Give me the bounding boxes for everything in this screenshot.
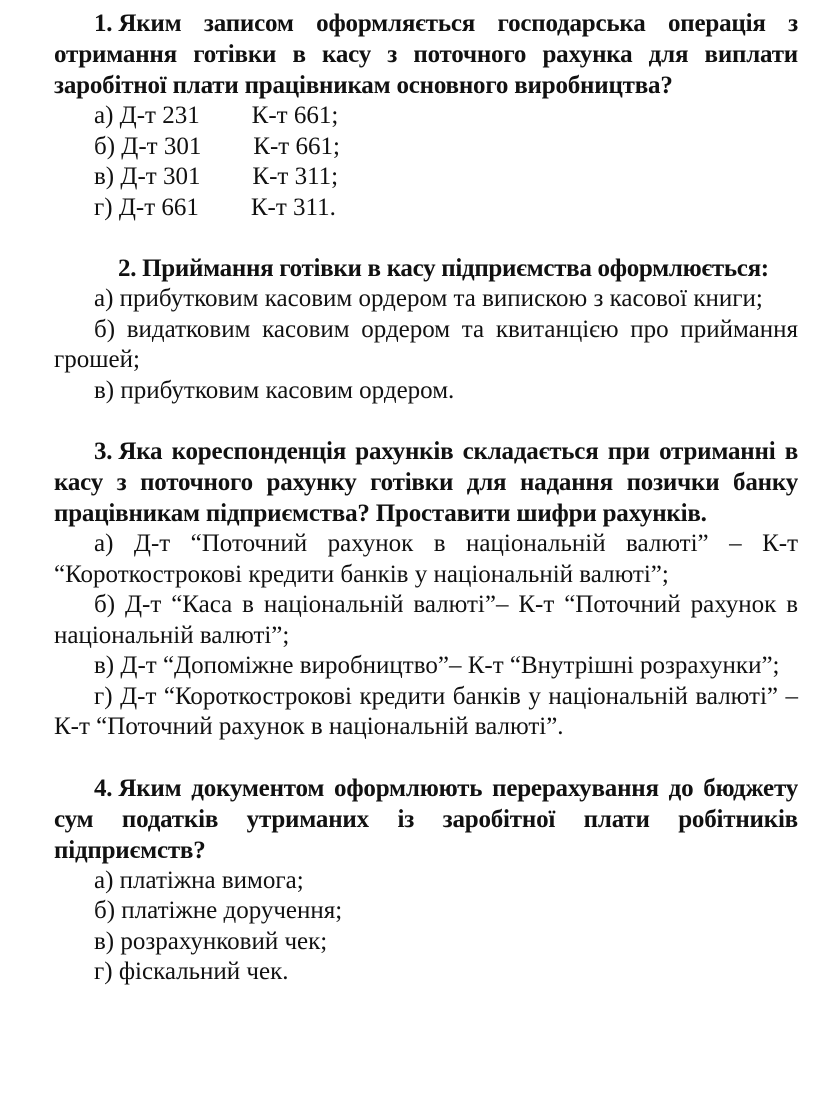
answer-option [54,162,798,193]
question-number: 4. [94,774,113,802]
answer-letter: а) [94,285,114,312]
answer-letter: в) [94,163,115,190]
answer-text: платіжне доручення; [121,897,343,924]
question-number: 3. [94,438,113,465]
answer-letter: б) [94,315,116,343]
question-2-text [54,253,798,284]
question-block-1 [54,8,798,223]
answer-text: платіжна вимога; [119,866,304,894]
credit-entry: К-т 661; [251,102,339,129]
answer-option [54,132,798,163]
answer-text: Д-т “Допоміжне виробництво”– К-т “Внутрішні розрахунки”; [120,652,780,679]
answer-text: видатковим касовим ордером та квитанцією про приймання грошей; [54,315,799,373]
answer-text: Д-т “Поточний рахунок в національній валюті” – К-т “Короткострокові кредити банків у національній валюті”; [54,530,798,588]
question-body: Приймання готівки в касу підприємства оформлюється: [142,255,769,282]
answer-text: Д-т “Каса в національній валюті”– К-т “Поточний рахунок в національній валюті”; [54,591,798,649]
question-block-2 [54,253,798,406]
question-number: 1. [94,10,113,37]
question-block-4 [54,773,798,988]
answer-option [54,376,798,407]
answer-option [54,927,798,958]
question-1-text [54,8,798,101]
answer-option [54,590,798,651]
answer-option [54,896,798,927]
answer-option [54,651,798,682]
credit-entry: К-т 661; [253,132,340,160]
answer-option [54,529,798,590]
question-body: Яка кореспонденція рахунків складається при отриманні в касу з поточного рахунку готівки для надання позички банку працівникам підприємства? Проставити шифри рахунків. [54,438,798,527]
answer-letter: б) [94,132,116,160]
credit-entry: К-т 311; [252,163,339,190]
answer-text: Д-т “Короткострокові кредити банків у національній валюті” – К-т “Поточний рахунок в національній валюті”. [54,682,798,740]
question-block-3 [54,436,798,743]
answer-letter: г) [94,958,113,985]
document-page [54,8,798,1018]
answer-letter: в) [94,652,115,679]
answer-option [54,101,798,132]
question-number: 2. [118,255,137,282]
answer-text: розрахунковий чек; [120,927,328,955]
answer-text: фіскальний чек. [118,958,289,985]
answer-letter: в) [94,927,115,955]
debit-entry: Д-т 301 [121,132,202,160]
question-3-text [54,436,798,529]
answer-letter: г) [94,682,113,710]
question-body: Яким записом оформляється господарська операція з отримання готівки в касу з поточного рахунка для виплати заробітної плати працівникам основного виробництва? [54,10,798,99]
answer-letter: б) [94,591,116,618]
answer-letter: в) [94,376,115,404]
answer-letter: б) [94,897,116,924]
debit-entry: Д-т 231 [119,102,200,129]
answer-text: прибутковим касовим ордером та випискою з касової книги; [119,285,763,312]
debit-entry: Д-т 301 [120,163,201,190]
answer-letter: а) [94,866,114,894]
debit-entry: Д-т 661 [118,193,199,221]
answer-option [54,682,798,743]
answer-text: прибутковим касовим ордером. [120,376,455,404]
answer-letter: а) [94,530,114,557]
answer-letter: г) [94,193,113,221]
answer-option [54,193,798,224]
answer-option [54,957,798,988]
credit-entry: К-т 311. [250,193,336,221]
question-body: Яким документом оформлюють перерахування до бюджету сум податків утриманих із заробітної плати робітників підприємств? [54,774,798,864]
answer-option [54,315,798,376]
answer-letter: а) [94,102,114,129]
answer-option [54,284,798,315]
answer-option [54,866,798,897]
question-4-text [54,773,798,866]
